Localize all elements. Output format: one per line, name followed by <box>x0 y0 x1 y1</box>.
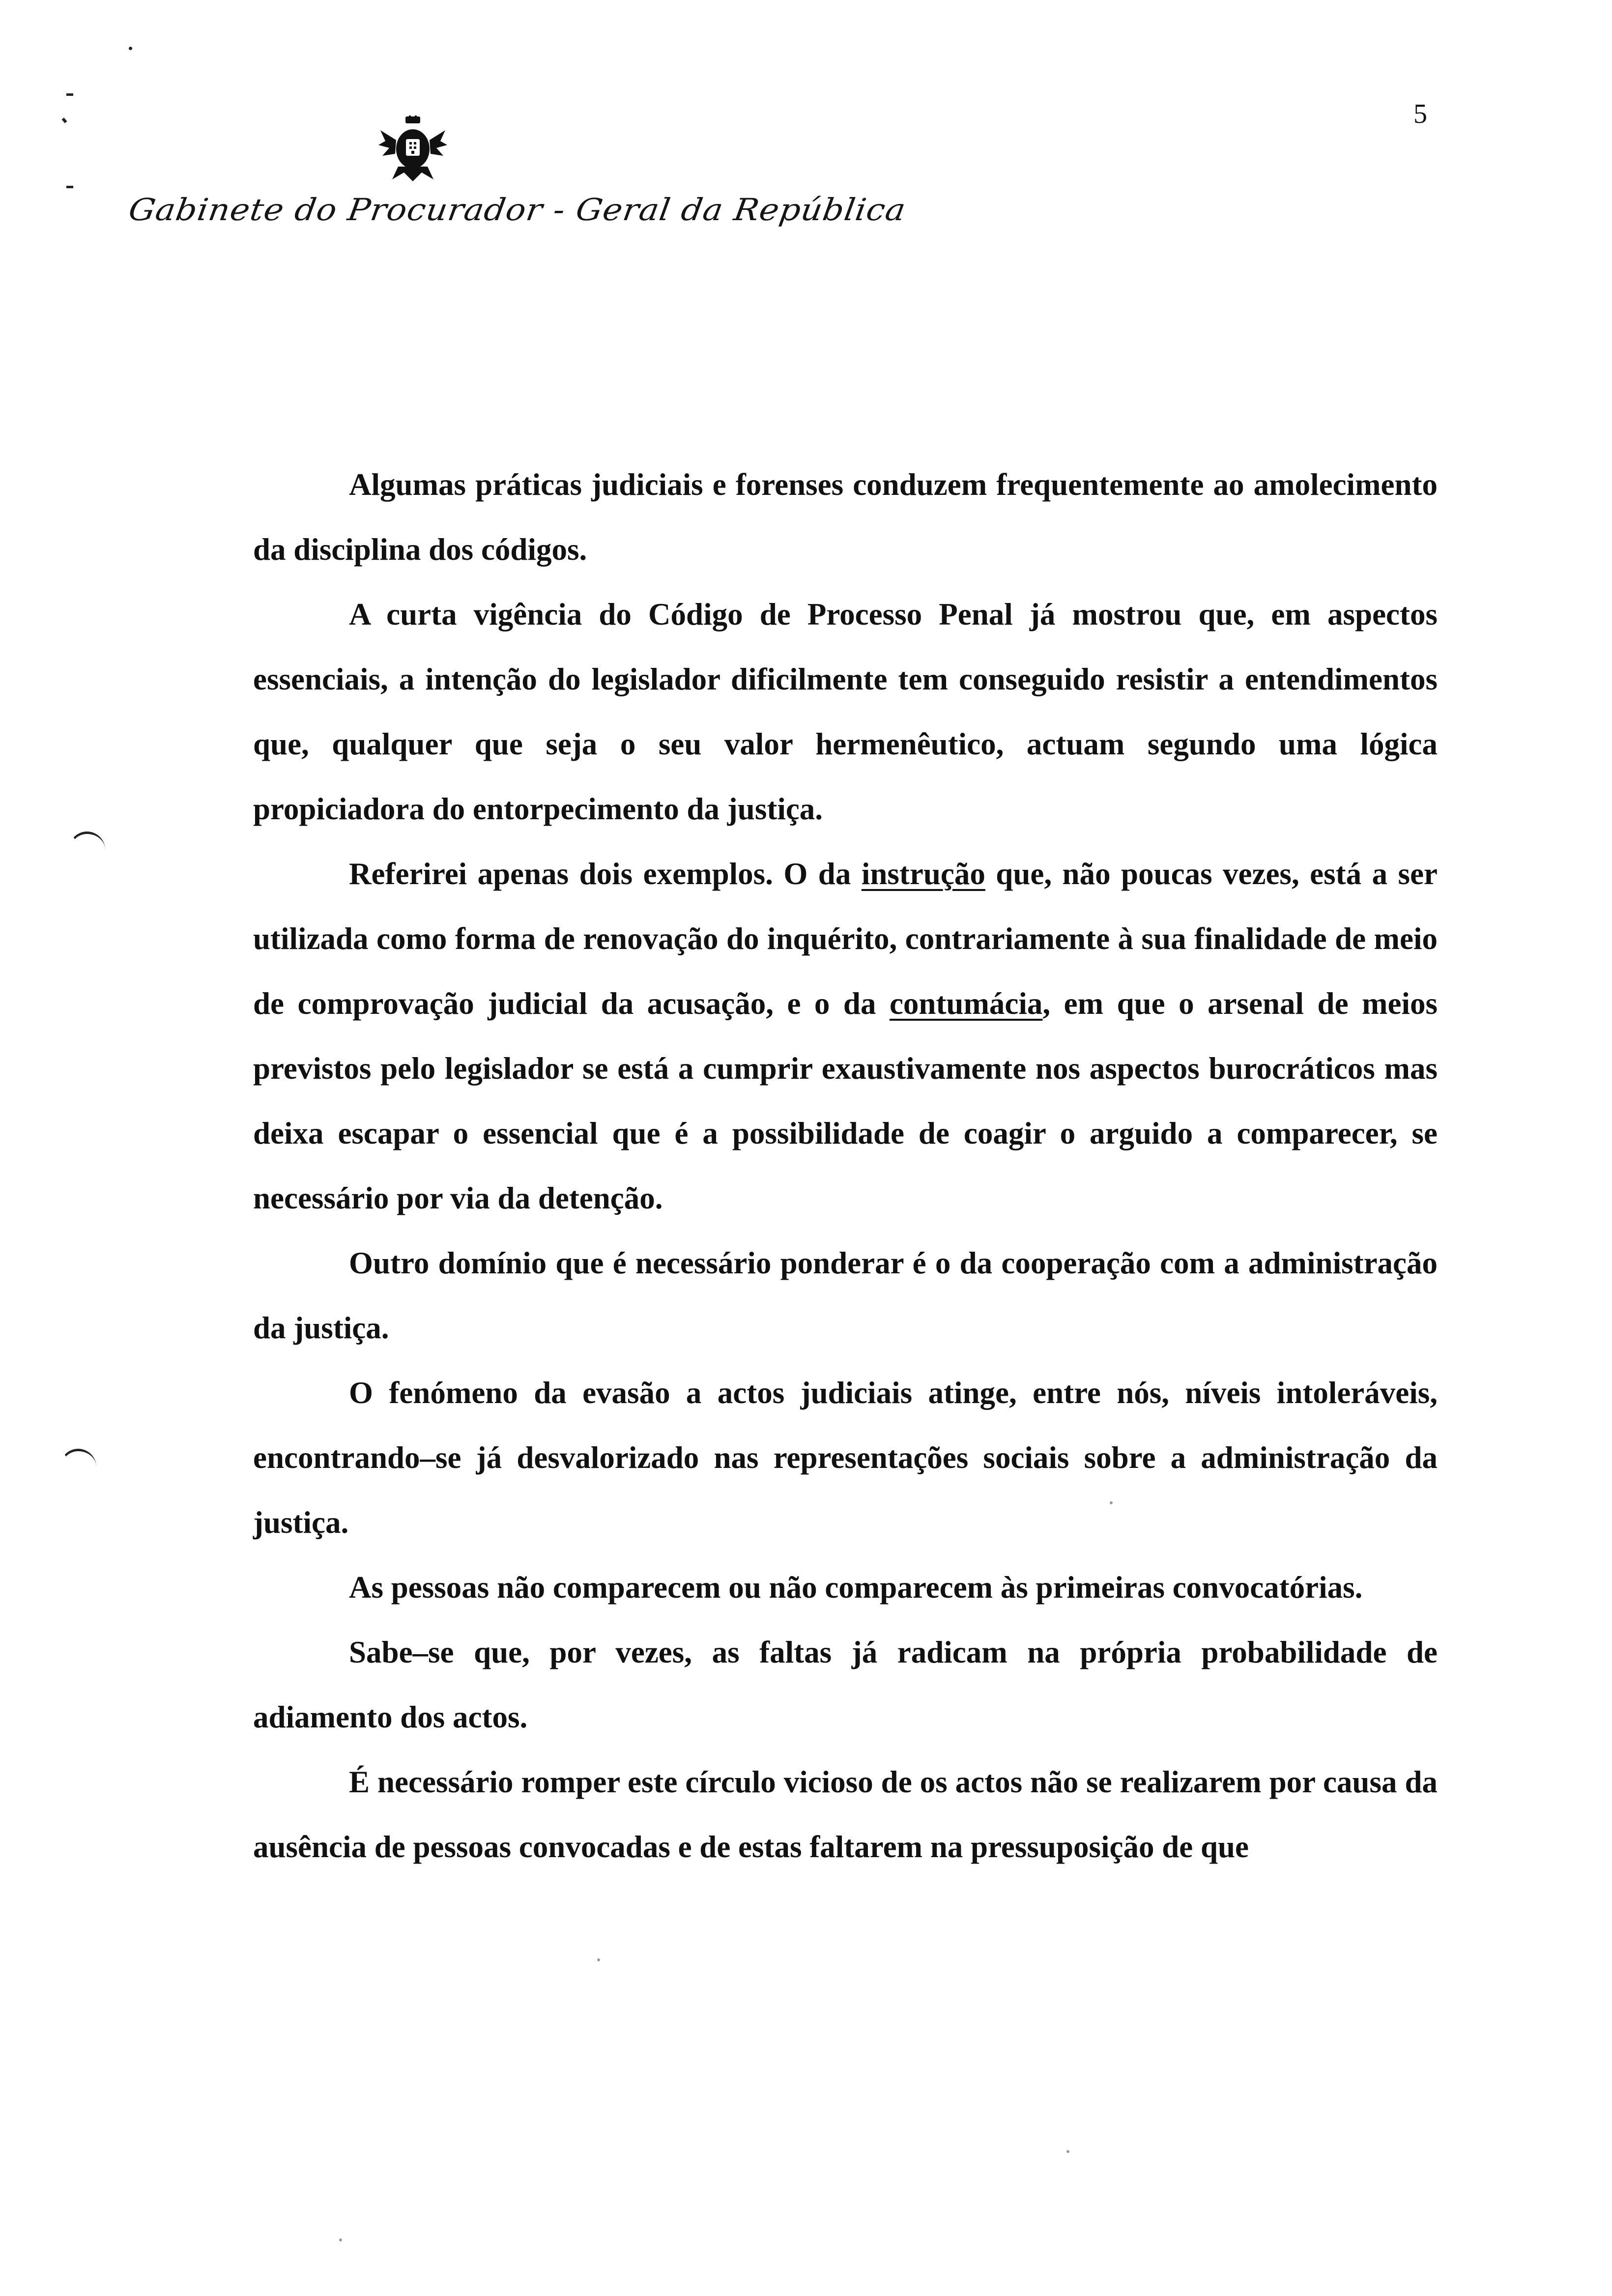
page-number: 5 <box>1413 99 1427 129</box>
letterhead-title: Gabinete do Procurador - Geral da República <box>126 192 909 228</box>
document-body <box>253 452 1438 1879</box>
paragraph: Algumas práticas judiciais e forenses conduzem frequentemente ao amolecimento da disciplina dos códigos. <box>253 467 1438 567</box>
paragraph: Sabe–se que, por vezes, as faltas já radicam na própria probabilidade de adiamento dos actos. <box>253 1635 1438 1734</box>
paragraph: A curta vigência do Código de Processo Penal já mostrou que, em aspectos essenciais, a intenção do legislador dificilmente tem conseguido resistir a entendimentos que, qualquer que seja o seu valor hermenêutico, actuam segundo uma lógica propiciadora do entorpecimento da justiça. <box>253 597 1438 826</box>
paragraph: As pessoas não comparecem ou não comparecem às primeiras convocatórias. <box>349 1570 1363 1605</box>
scan-mark <box>66 186 73 188</box>
paragraph: Outro domínio que é necessário ponderar é o da cooperação com a administração da justiça. <box>253 1246 1438 1345</box>
underlined-term-contumacia: contumácia <box>889 986 1043 1021</box>
scan-speck <box>339 2239 342 2241</box>
underlined-term-instrucao: instrução <box>861 857 985 891</box>
hole-punch-mark <box>60 1449 96 1471</box>
scan-mark <box>66 93 73 96</box>
paragraph-text: Referirei apenas dois exemplos. O da <box>349 857 862 891</box>
scan-speck <box>1066 2150 1069 2153</box>
scan-speck <box>597 1958 600 1961</box>
scan-mark <box>61 117 67 123</box>
paragraph-text: que, não poucas vezes, está a ser utilizada como forma de renovação do inquérito, contrariamente à sua finalidade de meio de comprovação judicial da acusação, e o da <box>253 857 1438 1021</box>
paragraph <box>253 841 1438 1231</box>
hole-punch-mark <box>69 832 105 854</box>
paragraph: É necessário romper este círculo vicioso de os actos não se realizarem por causa da ausência de pessoas convocadas e de estas faltarem na pressuposição de que <box>253 1765 1438 1864</box>
scan-mark <box>129 47 132 50</box>
coat-of-arms-icon <box>378 115 447 182</box>
paragraph-text: , em que o arsenal de meios previstos pelo legislador se está a cumprir exaustivamente nos aspectos burocráticos mas deixa escapar o essencial que é a possibilidade de coagir o arguido a comparecer, se necessário por via da detenção. <box>253 986 1438 1215</box>
paragraph: O fenómeno da evasão a actos judiciais atinge, entre nós, níveis intoleráveis, encontrando–se já desvalorizado nas representações sociais sobre a administração da justiça. <box>253 1376 1438 1540</box>
